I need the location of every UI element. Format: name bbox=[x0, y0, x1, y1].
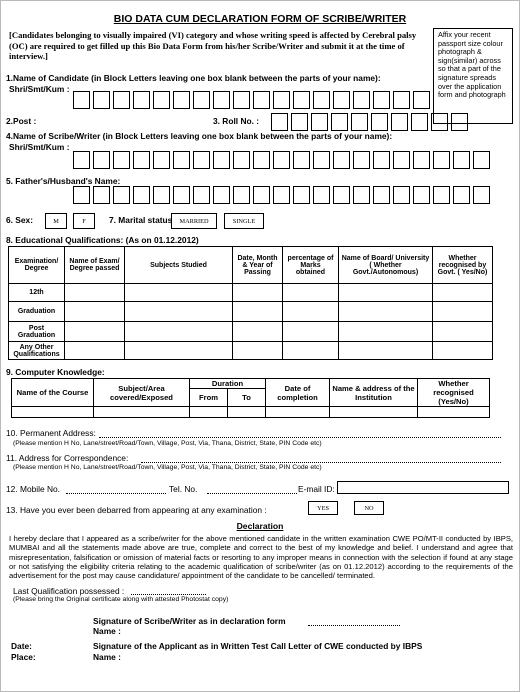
applicant-name-label: Name : bbox=[93, 652, 121, 662]
computer-knowledge-table[interactable] bbox=[11, 378, 490, 418]
table-row[interactable] bbox=[9, 342, 493, 360]
comp-col-course: Name of the Course bbox=[12, 379, 94, 407]
computer-knowledge-label: 9. Computer Knowledge: bbox=[6, 367, 105, 377]
education-label: 8. Educational Qualifications: (As on 01.12.2012) bbox=[6, 235, 199, 245]
scribe-signature-label: Signature of Scribe/Writer as in declaration form bbox=[93, 616, 286, 626]
last-qualification-note: (Please bring the Original certificate along with attested Photostat copy) bbox=[13, 596, 229, 603]
debarred-yes[interactable]: YES bbox=[308, 501, 338, 515]
q4-label: 4.Name of Scribe/Writer bbox=[6, 131, 101, 141]
computer-header-row bbox=[12, 379, 490, 389]
place-label: Place: bbox=[11, 652, 36, 662]
debarred-label: 13. Have you ever been debarred from appearing at any examination : bbox=[6, 505, 267, 515]
marital-option-single[interactable]: SINGLE bbox=[224, 213, 264, 229]
post-label: 2.Post : bbox=[6, 116, 37, 126]
education-header-row bbox=[9, 247, 493, 284]
father-name-boxes[interactable] bbox=[73, 186, 493, 204]
last-qualification-line[interactable] bbox=[131, 594, 206, 595]
comp-col-duration: Duration bbox=[190, 379, 266, 389]
marital-option-married[interactable]: MARRIED bbox=[171, 213, 217, 229]
edu-col-recognised: Whether recognised by Govt. ( Yes/No) bbox=[433, 247, 493, 284]
edu-col-subjects: Subjects Studied bbox=[125, 247, 233, 284]
edu-row-graduation: Graduation bbox=[9, 302, 65, 322]
scribe-name-label bbox=[6, 131, 392, 141]
correspondence-address-note: (Please mention H No, Lane/street/Road/Town, Village, Post, Via, Thana, District, State, PIN Code etc) bbox=[13, 464, 322, 471]
sex-option-f[interactable]: F bbox=[73, 213, 95, 229]
comp-col-institution: Name & address of the Institution bbox=[330, 379, 418, 407]
candidate-name-label bbox=[6, 73, 381, 83]
edu-col-board: Name of Board/ University ( Whether Govt./Autonomous) bbox=[339, 247, 433, 284]
comp-col-subject: Subject/Area covered/Exposed bbox=[94, 379, 190, 407]
sex-label: 6. Sex: bbox=[6, 215, 34, 225]
edu-row-other: Any Other Qualifications bbox=[9, 342, 65, 360]
education-table[interactable] bbox=[8, 246, 493, 360]
debarred-no[interactable]: NO bbox=[354, 501, 384, 515]
table-row[interactable] bbox=[12, 407, 490, 418]
tel-line[interactable] bbox=[207, 493, 297, 494]
comp-col-from: From bbox=[190, 389, 228, 407]
q1-label: 1.Name of Candidate bbox=[6, 73, 89, 83]
roll-no-boxes[interactable] bbox=[271, 113, 471, 131]
email-input[interactable] bbox=[337, 481, 509, 494]
declaration-heading: Declaration bbox=[236, 521, 284, 531]
q4-prefix: Shri/Smt/Kum : bbox=[9, 142, 70, 152]
last-qualification-label: Last Qualification possessed : bbox=[13, 586, 125, 596]
q1-prefix: Shri/Smt/Kum : bbox=[9, 84, 70, 94]
scribe-name-sig-label: Name : bbox=[93, 626, 121, 636]
father-name-label: 5. Father's/Husband's Name: bbox=[6, 176, 121, 186]
candidate-name-boxes[interactable] bbox=[73, 91, 433, 109]
comp-col-recognised: Whether recognised (Yes/No) bbox=[418, 379, 490, 407]
sex-option-m[interactable]: M bbox=[45, 213, 67, 229]
table-row[interactable] bbox=[9, 322, 493, 342]
scribe-name-boxes[interactable] bbox=[73, 151, 493, 169]
comp-col-date: Date of completion bbox=[266, 379, 330, 407]
form-title: BIO DATA CUM DECLARATION FORM OF SCRIBE/WRITER bbox=[113, 13, 407, 25]
table-row[interactable] bbox=[9, 284, 493, 302]
correspondence-address-line[interactable] bbox=[141, 462, 501, 463]
q4-hint: (in Block Letters leaving one box blank between the parts of your name): bbox=[102, 131, 393, 141]
edu-col-name: Name of Exam/ Degree passed bbox=[65, 247, 125, 284]
mobile-label: 12. Mobile No. bbox=[6, 484, 60, 494]
edu-col-date: Date, Month & Year of Passing bbox=[233, 247, 283, 284]
edu-col-percent: percentage of Marks obtained bbox=[283, 247, 339, 284]
edu-row-12th: 12th bbox=[9, 284, 65, 302]
email-label: E-mail ID: bbox=[298, 484, 335, 494]
marital-status-label: 7. Marital status bbox=[109, 215, 173, 225]
comp-col-to: To bbox=[228, 389, 266, 407]
table-row[interactable] bbox=[9, 302, 493, 322]
intro-text: [Candidates belonging to visually impaired (VI) category and whose writing speed is affected by Cerebral palsy (OC) are required to get filled up this Bio Data Form from his/her Scribe/Writer and submit it at the time of interview.] bbox=[9, 30, 417, 62]
permanent-address-line[interactable] bbox=[99, 437, 501, 438]
permanent-address-label: 10. Permanent Address: bbox=[6, 428, 96, 438]
tel-label: Tel. No. bbox=[169, 484, 198, 494]
scribe-signature-line[interactable] bbox=[308, 625, 400, 626]
mobile-line[interactable] bbox=[66, 493, 166, 494]
date-label: Date: bbox=[11, 641, 32, 651]
edu-row-post-graduation: Post Graduation bbox=[9, 322, 65, 342]
photo-box[interactable]: Affix your recent passport size colour photograph & sign(similar) across so that a part of the signature spreads over the application form and photograph bbox=[433, 28, 513, 124]
applicant-signature-label: Signature of the Applicant as in Written Test Call Letter of CWE conducted by IBPS bbox=[93, 641, 423, 651]
permanent-address-note: (Please mention H No, Lane/street/Road/Town, Village, Post, Via, Thana, District, State, PIN Code etc) bbox=[13, 440, 322, 447]
roll-no-label: 3. Roll No. : bbox=[213, 116, 260, 126]
correspondence-address-label: 11. Address for Correspondence: bbox=[6, 453, 129, 463]
q1-hint: (in Block Letters leaving one box blank between the parts of your name): bbox=[91, 73, 381, 83]
edu-col-exam: Examination/ Degree bbox=[9, 247, 65, 284]
declaration-text: I hereby declare that I appeared as a scribe/writer for the above mentioned candidate in the written examination CWE PO/MT-II conducted by IBPS, MUMBAI and all the statements made above are true, complete and correct to the best of my knowledge and belief. I understand and agree that misrepresentation, falsification or omission of material facts or resorting to any improper means in connection with the selection if found at any stage or not satisfying the eligibility criteria relating to the academic qualification of scribe/writer (as on 01.12.2012) according to the requirements of the advertisement for the post may cause candidature/ appointment of the candidate to be cancelled/ terminated. bbox=[9, 534, 513, 581]
